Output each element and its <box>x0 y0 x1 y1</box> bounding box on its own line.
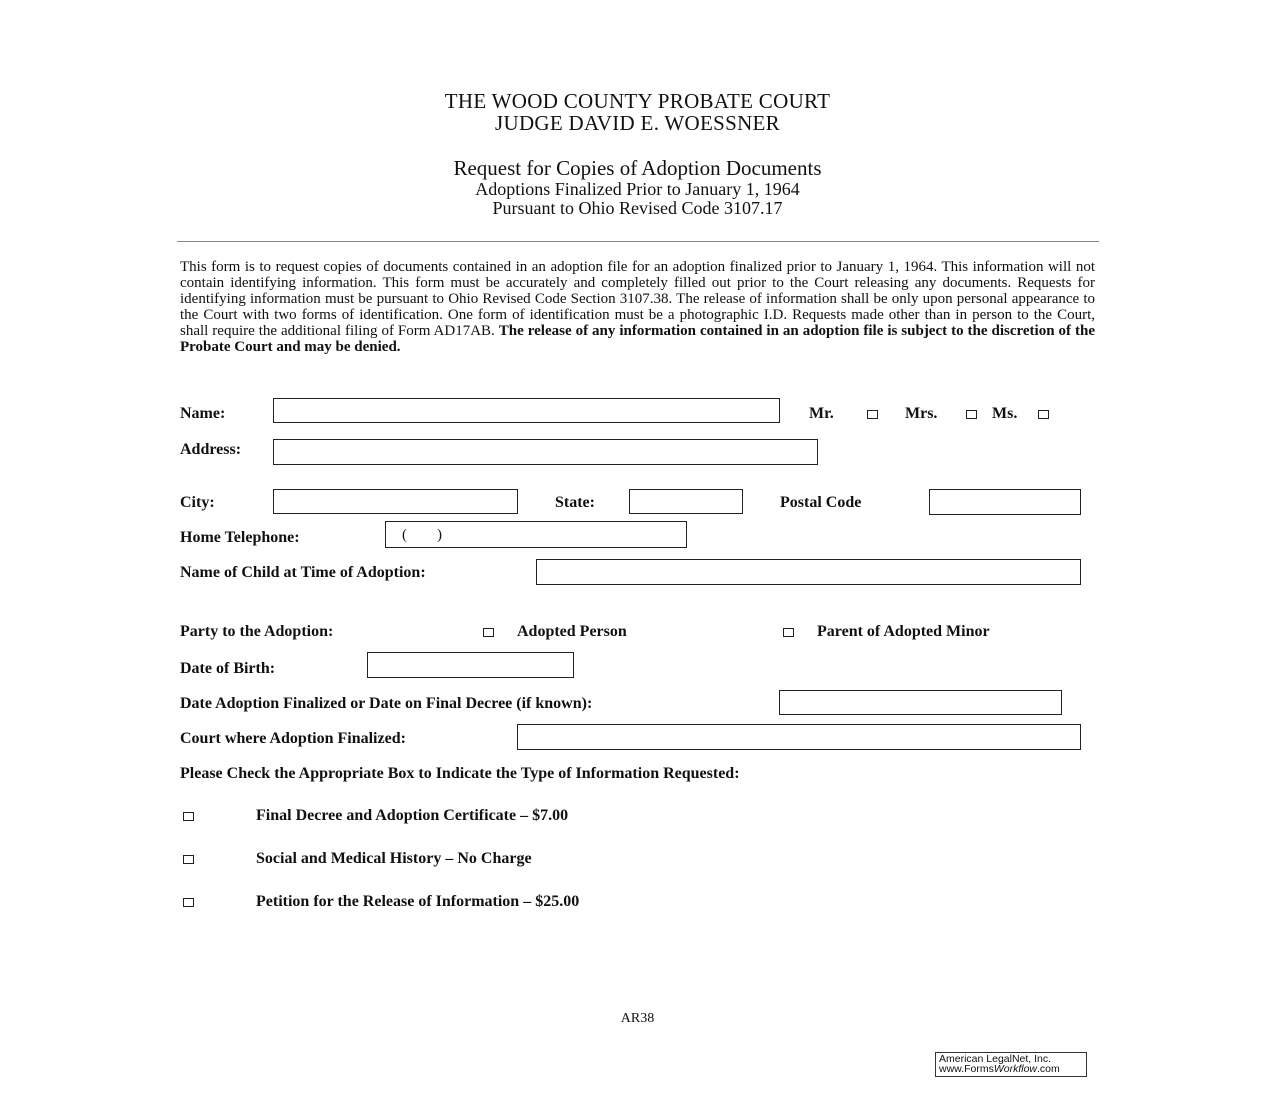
name-label: Name: <box>180 405 226 422</box>
adopted-person-checkbox[interactable] <box>483 628 494 637</box>
judge-name: JUDGE DAVID E. WOESSNER <box>495 111 780 135</box>
petition-release-checkbox[interactable] <box>183 898 194 907</box>
city-label: City: <box>180 494 215 511</box>
postal-code-field[interactable] <box>929 489 1081 515</box>
intro-body: This form is to request copies of documents contained in an adoption file for an adoption finalized prior to January 1, 1964. This information will not contain identifying information. This form must be accurately and completely filled out prior to the Court releasing any documents. Requests for identifying information must be pursuant to Ohio Revised Code Section 3107.38. The release of information shall be only upon personal appearance to the Court with two forms of identification. One form of identification must be a photographic I.D. Requests made other than in person to the Court, shall require the additional filing of Form AD17AB. <box>180 259 1095 339</box>
court-name: THE WOOD COUNTY PROBATE COURT <box>444 89 831 113</box>
date-finalized-label: Date Adoption Finalized or Date on Final Decree (if known): <box>180 695 593 712</box>
address-label: Address: <box>180 441 242 458</box>
form-subtitle-date: Adoptions Finalized Prior to January 1, 1964 <box>475 179 800 199</box>
medical-history-option: Social and Medical History – No Charge <box>256 850 532 867</box>
city-field[interactable] <box>273 489 518 514</box>
ms-label: Ms. <box>992 405 1018 422</box>
intro-disclaimer: The release of any information contained in an adoption file is subject to the discretion of the Probate Court and may be denied. <box>180 323 1095 355</box>
dob-field[interactable] <box>367 652 574 678</box>
dob-label: Date of Birth: <box>180 660 276 677</box>
final-decree-checkbox[interactable] <box>183 812 194 821</box>
parent-minor-label: Parent of Adopted Minor <box>817 623 990 640</box>
name-field[interactable] <box>273 398 780 423</box>
american-legalnet-logo <box>935 1052 1087 1077</box>
parent-minor-checkbox[interactable] <box>783 628 794 637</box>
child-name-field[interactable] <box>536 559 1081 585</box>
home-telephone-field[interactable] <box>385 521 687 548</box>
petition-release-option: Petition for the Release of Information – $25.00 <box>256 893 580 910</box>
medical-history-checkbox[interactable] <box>183 855 194 864</box>
form-code: AR38 <box>620 1011 655 1026</box>
court-finalized-label: Court where Adoption Finalized: <box>180 730 406 747</box>
brand-line-2: www.FormsWorkflow.com <box>939 1063 1060 1075</box>
header-divider <box>177 241 1099 242</box>
request-instruction: Please Check the Appropriate Box to Indicate the Type of Information Requested: <box>180 765 740 782</box>
postal-code-label: Postal Code <box>780 494 862 511</box>
mrs-checkbox[interactable] <box>966 410 977 419</box>
state-field[interactable] <box>629 489 743 514</box>
form-subtitle-code: Pursuant to Ohio Revised Code 3107.17 <box>492 198 783 218</box>
area-code-parens: ( ) <box>402 527 442 543</box>
mrs-label: Mrs. <box>905 405 938 422</box>
intro-paragraph <box>180 259 1095 355</box>
brand-line-1: American LegalNet, Inc. <box>939 1053 1052 1065</box>
court-finalized-field[interactable] <box>517 724 1081 750</box>
address-field[interactable] <box>273 439 818 465</box>
adopted-person-label: Adopted Person <box>517 623 627 640</box>
final-decree-option: Final Decree and Adoption Certificate – $7.00 <box>256 807 569 824</box>
child-name-label: Name of Child at Time of Adoption: <box>180 564 426 581</box>
form-title: Request for Copies of Adoption Documents <box>453 156 822 180</box>
mr-checkbox[interactable] <box>867 410 878 419</box>
mr-label: Mr. <box>809 405 834 422</box>
date-finalized-field[interactable] <box>779 690 1062 715</box>
party-label: Party to the Adoption: <box>180 623 334 640</box>
state-label: State: <box>555 494 595 511</box>
ms-checkbox[interactable] <box>1038 410 1049 419</box>
home-telephone-label: Home Telephone: <box>180 529 300 546</box>
